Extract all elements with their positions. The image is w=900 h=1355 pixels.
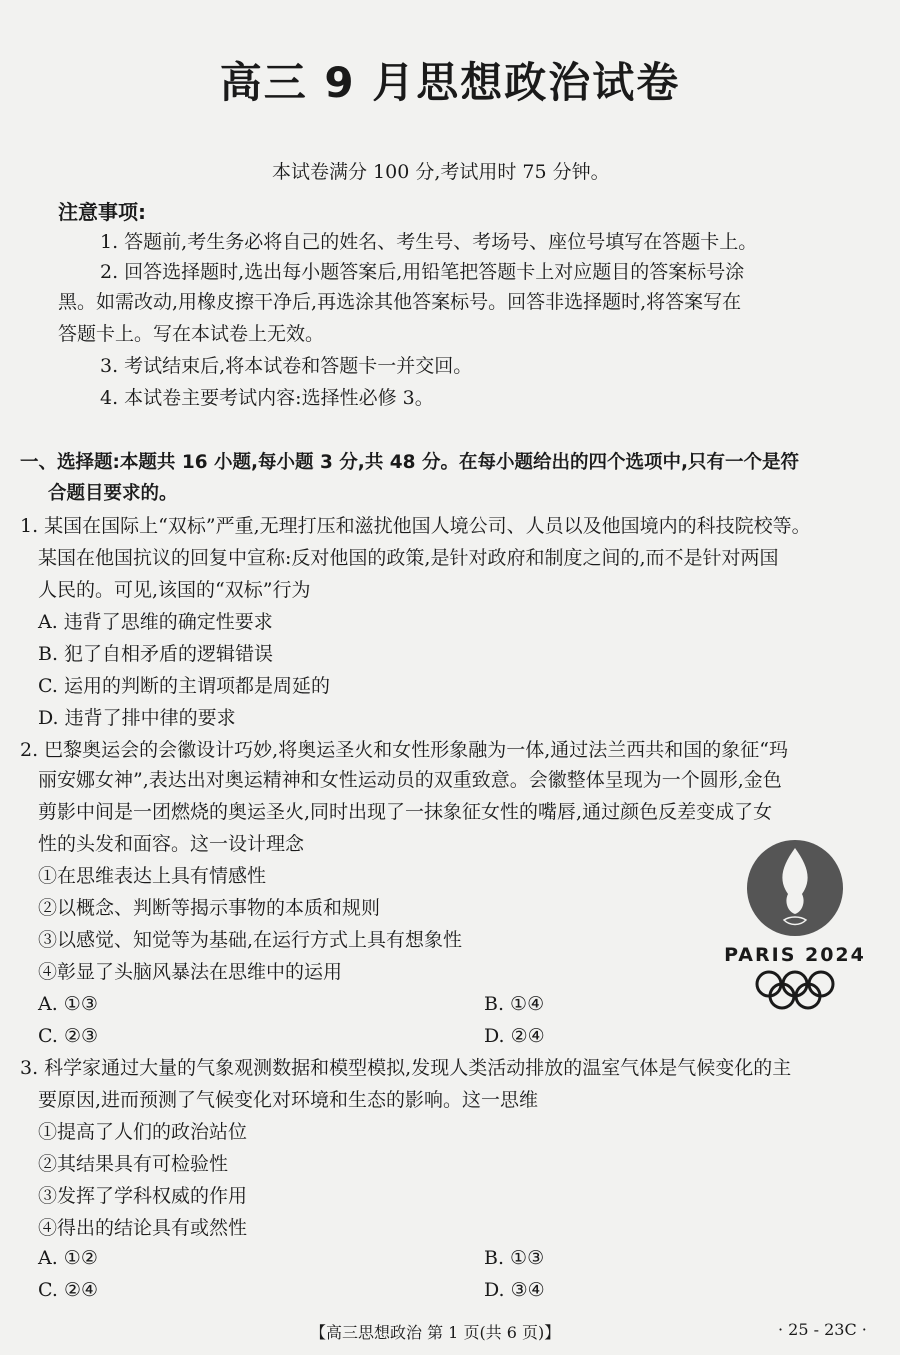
question-1-option: A. 违背了思维的确定性要求: [38, 611, 273, 633]
question-2-stem: 性的头发和面容。这一设计理念: [38, 833, 305, 855]
notice-item: 4. 本试卷主要考试内容:选择性必修 3。: [100, 387, 434, 409]
question-1-stem: 人民的。可见,该国的“双标”行为: [38, 579, 311, 601]
exam-meta: 本试卷满分 100 分,考试用时 75 分钟。: [272, 161, 610, 183]
exam-title: 高三 9 月思想政治试卷: [219, 58, 681, 107]
question-3-statement: ④得出的结论具有或然性: [38, 1217, 248, 1239]
question-2-statement: ③以感觉、知觉等为基础,在运行方式上具有想象性: [38, 929, 463, 951]
question-2-option: C. ②③: [38, 1025, 99, 1047]
question-2-stem: 剪影中间是一团燃烧的奥运圣火,同时出现了一抹象征女性的嘴唇,通过颜色反差变成了女: [38, 801, 773, 823]
question-3-statement: ②其结果具有可检验性: [38, 1153, 229, 1175]
question-2-statement: ②以概念、判断等揭示事物的本质和规则: [38, 897, 381, 919]
notice-item: 1. 答题前,考生务必将自己的姓名、考生号、考场号、座位号填写在答题卡上。: [100, 231, 758, 253]
question-3-option: D. ③④: [484, 1279, 545, 1301]
question-2-statement: ④彰显了头脑风暴法在思维中的运用: [38, 961, 343, 983]
section-heading: 合题目要求的。: [48, 483, 178, 504]
logo-text: PARIS 2024: [724, 944, 866, 966]
notice-item: 2. 回答选择题时,选出每小题答案后,用铅笔把答题卡上对应题目的答案标号涂: [100, 261, 745, 283]
question-3-statement: ③发挥了学科权威的作用: [38, 1185, 248, 1207]
question-2-statement: ①在思维表达上具有情感性: [38, 865, 267, 887]
question-3-option: A. ①②: [38, 1247, 98, 1269]
question-3-statement: ①提高了人们的政治站位: [38, 1121, 248, 1143]
question-1-stem: 1. 某国在国际上“双标”严重,无理打压和滋扰他国人境公司、人员以及他国境内的科技院校等。: [20, 515, 811, 537]
notice-heading: 注意事项:: [58, 200, 146, 224]
question-2-option: B. ①④: [484, 993, 545, 1015]
paris-2024-emblem-icon: [712, 836, 878, 1016]
question-1-option: B. 犯了自相矛盾的逻辑错误: [38, 643, 274, 665]
question-1-option: C. 运用的判断的主谓项都是周延的: [38, 675, 330, 697]
question-3-option: B. ①③: [484, 1247, 545, 1269]
exam-code: · 25 - 23C ·: [778, 1320, 867, 1339]
notice-item: 3. 考试结束后,将本试卷和答题卡一并交回。: [100, 355, 473, 377]
question-2-stem: 丽安娜女神”,表达出对奥运精神和女性运动员的双重致意。会徽整体呈现为一个圆形,金色: [38, 769, 782, 791]
notice-item: 黑。如需改动,用橡皮擦干净后,再选涂其他答案标号。回答非选择题时,将答案写在: [58, 291, 742, 313]
section-heading: 一、选择题:本题共 16 小题,每小题 3 分,共 48 分。在每小题给出的四个选项中,只有一个是符: [20, 452, 799, 473]
question-2-option: A. ①③: [38, 993, 98, 1015]
question-3-stem: 要原因,进而预测了气候变化对环境和生态的影响。这一思维: [38, 1089, 539, 1111]
question-1-option: D. 违背了排中律的要求: [38, 707, 236, 729]
question-3-stem: 3. 科学家通过大量的气象观测数据和模型模拟,发现人类活动排放的温室气体是气候变化的主: [20, 1057, 792, 1079]
question-3-option: C. ②④: [38, 1279, 99, 1301]
question-2-stem: 2. 巴黎奥运会的会徽设计巧妙,将奥运圣火和女性形象融为一体,通过法兰西共和国的象征“玛: [20, 739, 788, 761]
page-footer: 【高三思想政治 第 1 页(共 6 页)】: [310, 1323, 561, 1342]
notice-item: 答题卡上。写在本试卷上无效。: [58, 323, 325, 345]
question-1-stem: 某国在他国抗议的回复中宣称:反对他国的政策,是针对政府和制度之间的,而不是针对两国: [38, 547, 779, 569]
paris-2024-logo: [712, 836, 878, 1016]
question-2-option: D. ②④: [484, 1025, 545, 1047]
